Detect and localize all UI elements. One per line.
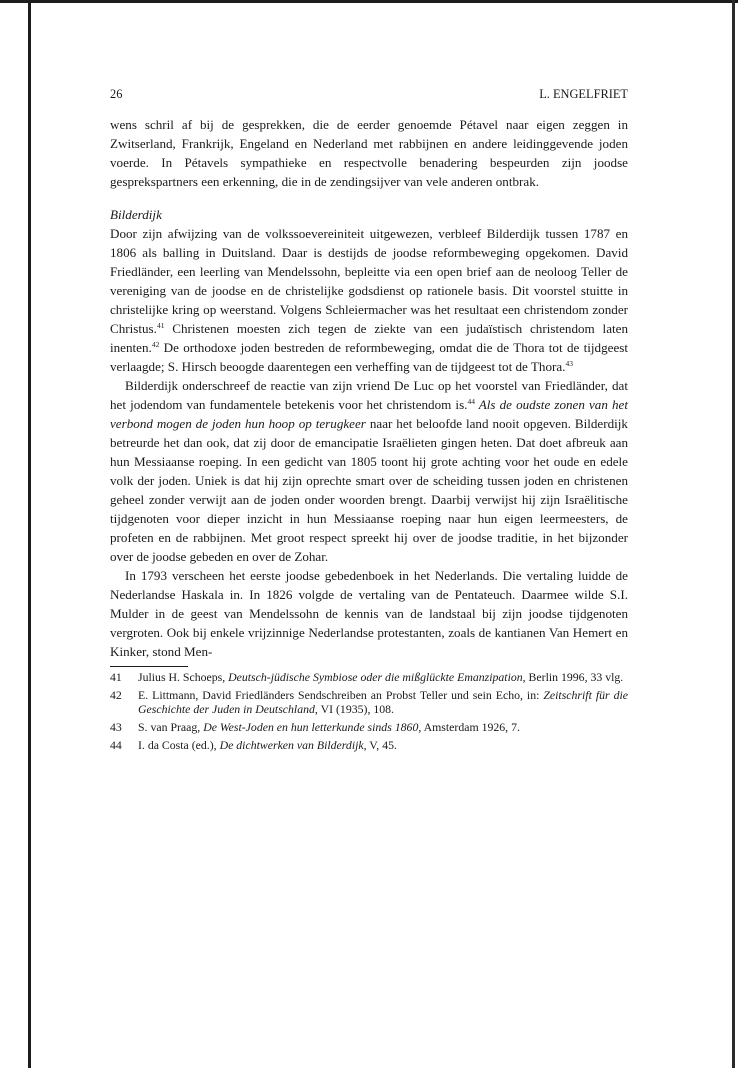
text-run: Christenen moesten zich tegen de ziekte van een judaïstisch christendom laten inenten.: [110, 321, 628, 355]
footnote-43: [110, 720, 628, 734]
paragraph-bilderdijk-2: [110, 376, 628, 566]
footnote-41: [110, 670, 628, 684]
scan-edge-top: [0, 0, 738, 3]
paragraph-intro: wens schril af bij de gesprekken, die de eerder genoemde Pétavel naar eigen zeggen in Zwitserland, Frankrijk, Engeland en Nederland met rabbijnen en andere leidinggevende joden voerde. In Pétavels sympathieke en respectvolle benadering bespeurden zijn joodse gesprekspartners een erkenning, die in de zendingsijver van vele anderen ontbrak.: [110, 117, 628, 189]
footnote-text: [138, 720, 628, 734]
text-run: De orthodoxe joden bestreden de reformbeweging, omdat die de Thora tot de tijdgeest verlaagde; S. Hirsch beoogde daarentegen een verheffing van de tijdgeest tot de Thora.: [110, 340, 628, 374]
italic-run: Deutsch-jüdische Symbiose oder die mißglückte Emanzipation: [228, 670, 523, 684]
footnote-ref-41[interactable]: 41: [156, 321, 165, 330]
running-head: [110, 84, 628, 104]
footnote-rule: [110, 666, 188, 667]
italic-run: Zeitschrift für die Geschichte der Juden in Deutschland: [138, 688, 628, 716]
text-run: , Berlin 1996, 33 vlg.: [522, 670, 624, 684]
section-title: Bilderdijk: [110, 207, 162, 222]
footnote-text: [138, 688, 628, 716]
text-run: Julius H. Schoeps,: [138, 670, 229, 684]
text-run: Bilderdijk onderschreef de reactie van zijn vriend De Luc op het voorstel van Friedländer, dat het jodendom van fundamentele betekenis voor het christendom is.: [110, 378, 628, 412]
footnote-number: 44: [110, 738, 122, 752]
paragraph-haskala: In 1793 verscheen het eerste joodse gebedenboek in het Nederlands. Die vertaling luidde de Nederlandse Haskala in. In 1826 volgde de vertaling van de Pentateuch. Daarmee wilde S.I. Mulder in de geest van Mendelssohn de kennis van de landstaal bij zijn joodse tijdgenoten vergroten. Ook bij enkele vrijzinnige Nederlandse protestanten, zoals de kantianen Van Hemert en Kinker, stond Men-: [110, 568, 628, 659]
footnote-ref-44[interactable]: 44: [467, 397, 475, 406]
footnote-42: [110, 688, 628, 716]
text-run: naar het beloofde land nooit opgeven. Bilderdijk betreurde het dan ook, dat zij door de emancipatie Israëlieten gingen heten. Dat doet afbreuk aan hun Messiaanse roeping. In een gedicht van 1805 toont hij grote achting voor het oude en edele volk der joden. Uniek is dat hij zijn oprechte smart over de scheiding tussen joden en christenen geheel zonder verwijt aan de joden onder woorden brengt. Daarbij verwijst hij zijn Israëlitische tijdgenoten voor dieper inzicht in hun Messiaanse roeping naar hun eigen leermeesters, de profeten en de rabbijnen. Met groot respect spreekt hij over de joodse traditie, in het bijzonder over de joodse gebeden en over de Zohar.: [110, 416, 628, 564]
footnote-number: 43: [110, 720, 122, 734]
italic-run: Als de oudste zonen van het verbond mogen de joden hun hoop op terugkeer: [110, 397, 628, 431]
footnote-ref-43[interactable]: 43: [565, 359, 573, 368]
running-title: L. ENGELFRIET: [539, 87, 628, 101]
text-run: , V, 45.: [363, 738, 397, 752]
text-run: I. da Costa (ed.),: [138, 738, 220, 752]
text-run: S. van Praag,: [138, 720, 204, 734]
italic-run: De dichtwerken van Bilderdijk: [219, 738, 364, 752]
footnotes: [110, 666, 628, 752]
footnote-number: 41: [110, 670, 122, 684]
footnote-text: [138, 670, 628, 684]
text-run: E. Littmann, David Friedländers Sendschreiben an Probst Teller und sein Echo, in:: [138, 688, 544, 702]
italic-run: De West-Joden en hun letterkunde sinds 1860: [203, 720, 419, 734]
text-run: Door zijn afwijzing van de volkssoevereiniteit uitgewezen, verbleef Bilderdijk tussen 1787 en 1806 als balling in Duitsland. Daar is destijds de joodse reformbeweging opgekomen. David Friedländer, een leerling van Mendelssohn, bepleitte via een open brief aan de neoloog Teller de vereniging van de joodse en de christelijke godsdienst op rationele basis. Dit voorstel stuitte in christelijke kring op weerstand. Volgens Schleiermacher was het resultaat een christendom zonder Christus.: [110, 226, 628, 336]
scan-edge-right: [732, 0, 735, 1068]
footnote-text: [138, 738, 628, 752]
page-number: 26: [110, 87, 123, 101]
scan-edge-left: [28, 0, 31, 1068]
text-run: , Amsterdam 1926, 7.: [418, 720, 520, 734]
footnote-44: [110, 738, 628, 752]
footnote-ref-42[interactable]: 42: [151, 340, 160, 349]
paragraph-bilderdijk-1: [110, 224, 628, 376]
text-run: , VI (1935), 108.: [314, 702, 394, 716]
page-body: [110, 84, 628, 756]
footnote-number: 42: [110, 688, 122, 702]
